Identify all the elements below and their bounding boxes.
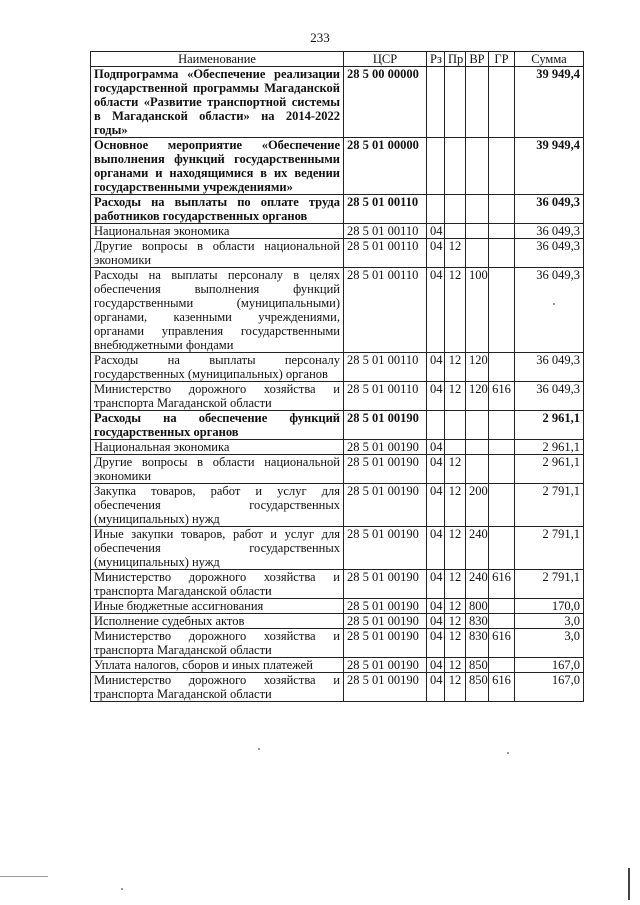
table-row — [91, 599, 584, 614]
cell-rz — [427, 67, 445, 138]
cell-gr — [489, 67, 515, 138]
cell-gr: 616 — [489, 629, 515, 658]
cell-rz: 04 — [427, 673, 445, 702]
cell-csr: 28 5 01 00110 — [344, 353, 427, 382]
cell-vr — [466, 239, 489, 268]
cell-csr: 28 5 01 00110 — [344, 195, 427, 224]
cell-sum: 170,0 — [515, 599, 584, 614]
cell-pr — [445, 411, 466, 440]
cell-gr — [489, 484, 515, 527]
cell-name: Расходы на выплаты по оплате труда работников государственных органов — [91, 195, 344, 224]
cell-pr: 12 — [445, 673, 466, 702]
column-header-name: Наименование — [91, 52, 344, 67]
cell-gr — [489, 268, 515, 353]
scan-speck — [258, 748, 260, 750]
cell-pr: 12 — [445, 658, 466, 673]
scan-edge-mark — [628, 868, 630, 900]
cell-name: Уплата налогов, сборов и иных платежей — [91, 658, 344, 673]
column-header-rz: Рз — [427, 52, 445, 67]
cell-vr: 120 — [466, 382, 489, 411]
cell-csr: 28 5 01 00110 — [344, 268, 427, 353]
budget-table — [90, 51, 584, 702]
cell-vr — [466, 411, 489, 440]
cell-sum: 36 049,3 — [515, 268, 584, 353]
table-row — [91, 440, 584, 455]
cell-name: Иные бюджетные ассигнования — [91, 599, 344, 614]
cell-rz: 04 — [427, 484, 445, 527]
cell-rz: 04 — [427, 599, 445, 614]
cell-csr: 28 5 01 00190 — [344, 614, 427, 629]
cell-name: Расходы на выплаты персоналу государственных (муниципальных) органов — [91, 353, 344, 382]
cell-vr: 240 — [466, 570, 489, 599]
cell-vr — [466, 224, 489, 239]
cell-pr — [445, 195, 466, 224]
cell-pr: 12 — [445, 629, 466, 658]
cell-gr — [489, 353, 515, 382]
cell-sum: 36 049,3 — [515, 353, 584, 382]
table-row — [91, 411, 584, 440]
cell-sum: 2 961,1 — [515, 411, 584, 440]
table-row — [91, 629, 584, 658]
scan-edge-line — [0, 876, 48, 877]
table-row — [91, 673, 584, 702]
cell-sum: 3,0 — [515, 629, 584, 658]
cell-gr — [489, 455, 515, 484]
cell-sum: 39 949,4 — [515, 138, 584, 195]
cell-pr: 12 — [445, 614, 466, 629]
cell-name: Основное мероприятие «Обеспечение выполнения функций государственными органами и находящимися в их ведении государственными учреждениями» — [91, 138, 344, 195]
cell-vr: 240 — [466, 527, 489, 570]
cell-sum: 36 049,3 — [515, 224, 584, 239]
cell-rz: 04 — [427, 268, 445, 353]
scan-speck — [121, 888, 123, 890]
cell-sum: 2 791,1 — [515, 527, 584, 570]
cell-sum: 36 049,3 — [515, 239, 584, 268]
cell-rz: 04 — [427, 353, 445, 382]
table-row — [91, 353, 584, 382]
scan-speck — [507, 752, 509, 754]
cell-csr: 28 5 01 00110 — [344, 224, 427, 239]
cell-rz: 04 — [427, 239, 445, 268]
cell-pr: 12 — [445, 353, 466, 382]
cell-vr — [466, 138, 489, 195]
cell-vr — [466, 195, 489, 224]
cell-vr: 850 — [466, 658, 489, 673]
cell-vr: 830 — [466, 614, 489, 629]
column-header-csr: ЦСР — [344, 52, 427, 67]
cell-sum: 3,0 — [515, 614, 584, 629]
cell-vr — [466, 455, 489, 484]
cell-sum: 36 049,3 — [515, 382, 584, 411]
cell-csr: 28 5 01 00190 — [344, 629, 427, 658]
cell-name: Расходы на выплаты персоналу в целях обеспечения выполнения функций государственными (муниципальными) органами, казенными учреждениями, органами управления государственными внебюджетными фондами — [91, 268, 344, 353]
cell-sum: 167,0 — [515, 658, 584, 673]
cell-rz: 04 — [427, 658, 445, 673]
cell-rz — [427, 411, 445, 440]
cell-sum: 2 791,1 — [515, 484, 584, 527]
cell-csr: 28 5 01 00190 — [344, 570, 427, 599]
cell-gr — [489, 195, 515, 224]
cell-name: Министерство дорожного хозяйства и транспорта Магаданской области — [91, 382, 344, 411]
table-row — [91, 527, 584, 570]
column-header-pr: Пр — [445, 52, 466, 67]
cell-gr — [489, 239, 515, 268]
cell-pr — [445, 138, 466, 195]
table-row — [91, 67, 584, 138]
scan-speck — [553, 303, 555, 305]
cell-rz: 04 — [427, 224, 445, 239]
cell-vr — [466, 440, 489, 455]
cell-name: Другие вопросы в области национальной экономики — [91, 455, 344, 484]
cell-rz: 04 — [427, 527, 445, 570]
cell-vr: 200 — [466, 484, 489, 527]
cell-vr: 830 — [466, 629, 489, 658]
column-header-vr: ВР — [466, 52, 489, 67]
table-row — [91, 268, 584, 353]
cell-name: Другие вопросы в области национальной экономики — [91, 239, 344, 268]
cell-vr — [466, 67, 489, 138]
table-row — [91, 382, 584, 411]
cell-name: Национальная экономика — [91, 224, 344, 239]
cell-csr: 28 5 01 00190 — [344, 599, 427, 614]
table-header-row — [91, 52, 584, 67]
column-header-gr: ГР — [489, 52, 515, 67]
cell-pr — [445, 67, 466, 138]
cell-gr: 616 — [489, 673, 515, 702]
cell-pr: 12 — [445, 484, 466, 527]
cell-vr: 100 — [466, 268, 489, 353]
cell-csr: 28 5 01 00110 — [344, 382, 427, 411]
cell-rz — [427, 195, 445, 224]
cell-gr — [489, 138, 515, 195]
cell-name: Расходы на обеспечение функций государственных органов — [91, 411, 344, 440]
cell-rz: 04 — [427, 382, 445, 411]
cell-pr — [445, 224, 466, 239]
cell-csr: 28 5 01 00190 — [344, 440, 427, 455]
cell-rz — [427, 138, 445, 195]
cell-rz: 04 — [427, 629, 445, 658]
cell-sum: 167,0 — [515, 673, 584, 702]
table-row — [91, 614, 584, 629]
cell-gr — [489, 658, 515, 673]
cell-name: Министерство дорожного хозяйства и транспорта Магаданской области — [91, 673, 344, 702]
cell-csr: 28 5 01 00190 — [344, 527, 427, 570]
cell-vr: 120 — [466, 353, 489, 382]
table-row — [91, 195, 584, 224]
cell-pr: 12 — [445, 239, 466, 268]
cell-vr: 850 — [466, 673, 489, 702]
cell-sum: 2 961,1 — [515, 440, 584, 455]
cell-name: Национальная экономика — [91, 440, 344, 455]
cell-sum: 39 949,4 — [515, 67, 584, 138]
cell-pr: 12 — [445, 268, 466, 353]
cell-rz: 04 — [427, 455, 445, 484]
cell-csr: 28 5 01 00190 — [344, 411, 427, 440]
cell-rz: 04 — [427, 440, 445, 455]
cell-csr: 28 5 01 00190 — [344, 455, 427, 484]
cell-gr — [489, 440, 515, 455]
cell-pr: 12 — [445, 455, 466, 484]
table-row — [91, 138, 584, 195]
cell-csr: 28 5 00 00000 — [344, 67, 427, 138]
table-row — [91, 570, 584, 599]
cell-name: Закупка товаров, работ и услуг для обеспечения государственных (муниципальных) нужд — [91, 484, 344, 527]
cell-gr — [489, 614, 515, 629]
cell-rz: 04 — [427, 614, 445, 629]
cell-pr: 12 — [445, 527, 466, 570]
table-row — [91, 658, 584, 673]
cell-name: Исполнение судебных актов — [91, 614, 344, 629]
table-row — [91, 239, 584, 268]
cell-gr — [489, 527, 515, 570]
cell-sum: 2 791,1 — [515, 570, 584, 599]
cell-csr: 28 5 01 00000 — [344, 138, 427, 195]
cell-sum: 36 049,3 — [515, 195, 584, 224]
cell-pr: 12 — [445, 570, 466, 599]
cell-rz: 04 — [427, 570, 445, 599]
page-number: 233 — [310, 30, 330, 45]
cell-name: Министерство дорожного хозяйства и транспорта Магаданской области — [91, 629, 344, 658]
cell-name: Подпрограмма «Обеспечение реализации государственной программы Магаданской области «Развитие транспортной системы в Магаданской области» на 2014-2022 годы» — [91, 67, 344, 138]
cell-csr: 28 5 01 00190 — [344, 673, 427, 702]
cell-name: Министерство дорожного хозяйства и транспорта Магаданской области — [91, 570, 344, 599]
cell-pr: 12 — [445, 382, 466, 411]
cell-pr — [445, 440, 466, 455]
cell-gr — [489, 224, 515, 239]
table-row — [91, 224, 584, 239]
cell-gr: 616 — [489, 570, 515, 599]
cell-gr: 616 — [489, 382, 515, 411]
cell-csr: 28 5 01 00190 — [344, 484, 427, 527]
cell-sum: 2 961,1 — [515, 455, 584, 484]
cell-vr: 800 — [466, 599, 489, 614]
column-header-sum: Сумма — [515, 52, 584, 67]
cell-pr: 12 — [445, 599, 466, 614]
cell-csr: 28 5 01 00190 — [344, 658, 427, 673]
cell-gr — [489, 411, 515, 440]
cell-gr — [489, 599, 515, 614]
table-row — [91, 484, 584, 527]
table-row — [91, 455, 584, 484]
cell-name: Иные закупки товаров, работ и услуг для обеспечения государственных (муниципальных) нужд — [91, 527, 344, 570]
cell-csr: 28 5 01 00110 — [344, 239, 427, 268]
